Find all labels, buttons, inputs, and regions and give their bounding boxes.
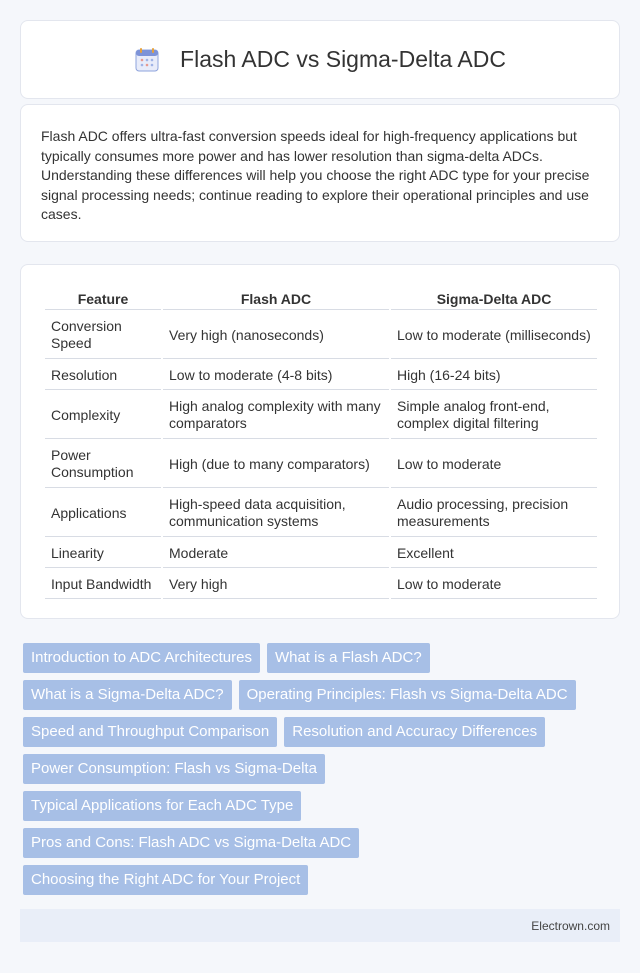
tag-link[interactable]: Power Consumption: Flash vs Sigma-Delta [23,754,325,784]
table-cell: Low to moderate [391,441,597,488]
table-header-feature: Feature [45,287,161,310]
page-title: Flash ADC vs Sigma-Delta ADC [180,46,506,72]
table-cell: Low to moderate (milliseconds) [391,312,597,359]
tag-link[interactable]: What is a Flash ADC? [267,643,430,673]
table-cell: Low to moderate [391,570,597,599]
table-cell: Moderate [163,539,389,568]
table-header-sigma-delta: Sigma-Delta ADC [391,287,597,310]
table-cell: Complexity [45,392,161,439]
intro-text: Flash ADC offers ultra-fast conversion speeds ideal for high-frequency applications but typically consumes more power and has lower resolution than sigma-delta ADCs. Understanding these differences will help you choose the right ADC type for your precise signal processing needs; continue reading to explore their operational principles and use cases. [41,128,590,223]
title-card [20,20,620,99]
comparison-table-card [20,264,620,619]
table-row [45,312,597,359]
table-cell: High (16-24 bits) [391,361,597,390]
table-cell: Input Bandwidth [45,570,161,599]
table-row [45,361,597,390]
tag-link[interactable]: Speed and Throughput Comparison [23,717,277,747]
table-cell: Resolution [45,361,161,390]
table-header-flash: Flash ADC [163,287,389,310]
table-cell: Simple analog front-end, complex digital filtering [391,392,597,439]
table-row [45,441,597,488]
table-cell: Conversion Speed [45,312,161,359]
table-row [45,539,597,568]
table-cell: Linearity [45,539,161,568]
table-cell: Excellent [391,539,597,568]
tag-link[interactable]: Choosing the Right ADC for Your Project [23,865,308,895]
table-cell: Applications [45,490,161,537]
table-cell: Low to moderate (4-8 bits) [163,361,389,390]
table-cell: Very high (nanoseconds) [163,312,389,359]
tag-link[interactable]: What is a Sigma-Delta ADC? [23,680,232,710]
tag-link[interactable]: Typical Applications for Each ADC Type [23,791,301,821]
calendar-icon [134,47,160,73]
comparison-table [43,285,599,601]
intro-card [20,104,620,242]
table-row [45,490,597,537]
table-cell: Audio processing, precision measurements [391,490,597,537]
tag-link[interactable]: Pros and Cons: Flash ADC vs Sigma-Delta ADC [23,828,359,858]
table-cell: High analog complexity with many comparators [163,392,389,439]
topic-tags [23,643,623,902]
table-cell: High-speed data acquisition, communication systems [163,490,389,537]
footer-site[interactable]: Electrown.com [531,919,610,933]
tag-link[interactable]: Operating Principles: Flash vs Sigma-Delta ADC [239,680,576,710]
table-row [45,570,597,599]
table-cell: High (due to many comparators) [163,441,389,488]
tag-link[interactable]: Resolution and Accuracy Differences [284,717,545,747]
tag-link[interactable]: Introduction to ADC Architectures [23,643,260,673]
table-cell: Very high [163,570,389,599]
table-row [45,392,597,439]
footer [20,909,620,942]
table-cell: Power Consumption [45,441,161,488]
